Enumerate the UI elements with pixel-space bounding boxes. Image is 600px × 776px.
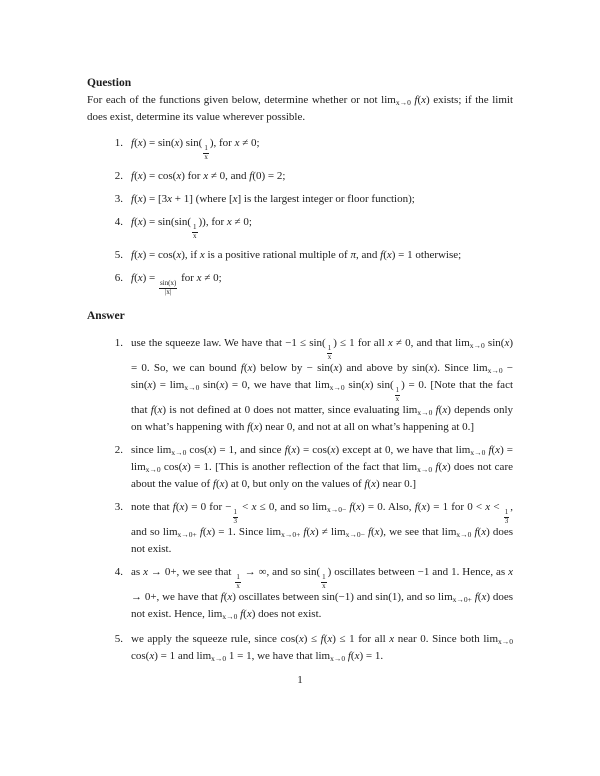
question-item-5 (87, 248, 513, 263)
question-list (87, 136, 513, 296)
item-text: we apply the squeeze rule, since cos(x) ≤ f(x) ≤ 1 for all x near 0. Since both limx→0 cos(x) = 1 and limx→0 1 = 1, we have that limx→0 f(x) = 1. (131, 633, 513, 663)
item-number: 1. (114, 137, 123, 149)
item-text: as x → 0+, we see that $\frac{1}{x}$ → ∞, and so sin( $\frac{1}{x}$ ) oscillates between −1 and 1. Hence, as x → 0+, we have that f(x) oscillates between sin(−1) and sin(1), and so limx→0+ f(x) does not exist. Hence, limx→0 f(x) does not exist. (131, 566, 513, 621)
item-text: f(x) = sin(x) sin( $\frac{1}{x}$ ), for x ≠ 0; (131, 137, 260, 161)
item-number: 5. (114, 249, 123, 261)
answer-heading: Answer (87, 310, 125, 322)
item-text: f(x) = cos(x) for x ≠ 0, and f(0) = 2; (131, 170, 286, 182)
answer-item-4 (87, 565, 513, 624)
question-item-3 (87, 192, 513, 207)
item-text: f(x) = cos(x), if x is a positive rational multiple of π, and f(x) = 1 otherwise; (131, 249, 462, 261)
item-number: 6. (114, 272, 123, 284)
question-item-4 (87, 215, 513, 240)
document-content (87, 76, 513, 666)
answer-list (87, 336, 513, 666)
answer-item-2 (87, 443, 513, 492)
question-item-2 (87, 169, 513, 184)
page-number: 1 (297, 674, 303, 686)
item-number: 5. (114, 633, 123, 645)
answer-item-5 (87, 632, 513, 666)
item-text: f(x) = $\frac{\sin(x)}{|x|}$ for x ≠ 0; (131, 272, 222, 296)
item-number: 2. (114, 170, 123, 182)
item-text: use the squeeze law. We have that −1 ≤ sin( $\frac{1}{x}$ ) ≤ 1 for all x ≠ 0, and that limx→0 sin(x) = 0. So, we can bound f(x) below by − sin(x) and above by sin(x). Since limx→0 − sin(x) = limx→0 sin(x) = 0, we have that limx→0 sin(x) sin( $\frac{1}{x}$ ) = 0. [Note that the fact that f(x) is not defined at 0 does not matter, since evaluating limx→0 f(x) depends only on what’s happening with f(x) near 0, and not at all on what’s happening at 0.] (131, 337, 514, 433)
item-number: 3. (114, 193, 123, 205)
item-text: f(x) = sin(sin( $\frac{1}{x}$ )), for x ≠ 0; (131, 216, 252, 240)
item-number: 3. (114, 501, 123, 513)
item-number: 2. (114, 444, 123, 456)
answer-item-3 (87, 500, 513, 557)
item-text: since limx→0 cos(x) = 1, and since f(x) = cos(x) except at 0, we have that limx→0 f(x) = limx→0 cos(x) = 1. [This is another reflection of the fact that limx→0 f(x) does not care about the value of f(x) at 0, but only on the values of f(x) near 0.] (131, 444, 514, 490)
item-number: 1. (114, 337, 123, 349)
question-intro: For each of the functions given below, determine whether or not limx→0 f(x) exists; if the limit does exist, determine its value wherever possible. (87, 94, 514, 123)
item-number: 4. (114, 566, 123, 578)
item-text: f(x) = [3x + 1] (where [x] is the largest integer or floor function); (131, 193, 415, 205)
item-text: note that f(x) = 0 for − $\frac{1}{3}$ < x ≤ 0, and so limx→0− f(x) = 0. Also, f(x) = 1 for 0 < x < $\frac{1}{3}$ , and so limx→0+ f(x) = 1. Since limx→0+ f(x) ≠ limx→0− f(x), we see that limx→0 f(x) does not exist. (131, 501, 514, 555)
question-heading: Question (87, 77, 132, 89)
question-item-6 (87, 271, 513, 296)
answer-item-1 (87, 336, 513, 435)
item-number: 4. (114, 216, 123, 228)
question-item-1 (87, 136, 513, 161)
